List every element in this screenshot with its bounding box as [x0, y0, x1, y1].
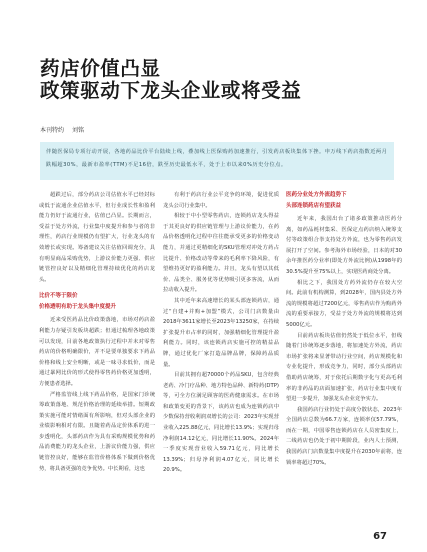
subheading-line: 比价不等于限价	[39, 293, 78, 300]
paragraph: 近年来，我国出台了诸多政策推动医药分离，如药品耗材集采、医保定点药店纳入统筹支付等政策组合拳支持处方外流，也为零售药店发展打开了空间。参考海外市场经验，日本的对30余年推医药分业率(即处方外流比例)从1998年的30.5%提升至75%以上，实现医药商处分离。	[286, 216, 402, 275]
paragraph: 目前药店板块估值仍然处于低位水平，但线随着门诊统筹逐步落地，将加速处方外流，药店市场扩张将来显著带动行业空间，药店规模化和专业化提升，形成竞争力，同时，部分头部药店借助药店统筹，对于依托后期数字化与更高毛利率的非药品的店面加速扩张，药店行业集中度有望进一步提升，加强龙头企业竞争实力。	[286, 332, 402, 403]
subheading-line: 价格透明有助于龙头集中度提升	[39, 303, 117, 310]
paragraph: 我国药店行业仍处于高度分散状态，2023年全国药店总数为66.7万家，连锁率仅57.79%，而在一期，中国零售连锁药店在人员密集度上，二线药店也仍处于初中期阶段，业内人士预测，我国药店门店数量集中度提升在2030年前将，连锁率将超过70%。	[286, 406, 402, 466]
paragraph: 目前其拥有超70000个药品SKU，包含经典老药、冷门疗品种、地方特色品种、新特药(DTP)等，可全方位满足顾客的医药健康需求。在市场和政策变更的背景下，该药店也成为连锁药店中少数保持营收利润双增长的公司：2023年实现营业收入225.88亿元，同比增长13.9%；实现归母净利润14.12亿元，同比增长11.90%。2024年一季度实现营业收入59.71亿元，同比增长13.39%；归母净利润4.07亿元，同比增长20.9%。	[163, 372, 279, 474]
column-1	[39, 190, 155, 525]
page-number: 67	[373, 531, 387, 542]
byline	[40, 125, 84, 134]
title-line-1: 药店价值凸显	[40, 57, 161, 80]
paragraph: 严格监管线上线下药品价格，是国家门诊统筹政策落地、规范价格治理的延续举措。短期政策实施可能对情绪面有所影响，但对头部企业的业绩影响相对有限。且随着药品定价体系的进一步透明化，头部药店作为具有采购规模优势和药品消费能力的龙头企业，上游议价能力强，供应链管控良好，能够在监管价格体系下做到价格优势，将具备更强的竞争优势。中长期看，这也	[39, 391, 155, 472]
title-line-2: 政策驱动下龙头企业或将受益	[40, 79, 302, 102]
paragraph: 超跌过后，部分药店公司估值水平已经封标或低于流通企业估值水平，但行业成长性和盈利能力仍好于流通行业，估值已凸显。长期而言，受益于处方外流，行业集中度提升和参与者的非理性，药店行业规模仍有望扩大，行业龙头的有效增长或实现。筹备建议关注估值回调充分，具有明显商品采购优势，上游议价能力更强、供应链管控良好以及精细化管理持续优化的药店龙头。	[39, 192, 155, 283]
paragraph: 其中近年来高速增长的某头部连锁药店，通过“自建+并购+加盟”模式，公司门店数量由2018年3611家增长至2023年13250家，在持续扩张提升市占率的同时，加强精细化管理提升盈利能力。同时，该连锁药店实施可控的精益品牌，通过优化厂家打造品牌品牌，保障药品质量。	[163, 297, 279, 368]
paragraph: 相较于中小型零售药店，连锁药店龙头得益于其更良好的供应链管理与上游议价能力，在药品价格透明化过程中往往能承受更多的价格变动能力，并通过更精细化的SKU管理对冲处方药占比提升、价格改动等带来的毛利率下降风险，有望维持更好的盈利能力。并且，龙头有望以其低价、品类全、服务优等优势吸引更多客流，从而拉动收入提升。	[163, 213, 279, 294]
column-2	[163, 190, 279, 525]
byline-author-2: 刘铭	[71, 127, 84, 134]
subheading-price-comparison	[39, 291, 155, 312]
subheading-prescription-outflow	[286, 190, 402, 211]
byline-author-1: 本刊特约	[40, 127, 65, 134]
paragraph: 相比之下，我国处方药外流仍存在较大空间。此前有机构测算，到2028年，国内县处方外流的规模将超过7200亿元，零售药店作为购药外流的重要承接方，受益于处方外流的规模将达到5000亿元。	[286, 279, 402, 328]
subheading-line: 医药分业处方外流趋势下	[286, 192, 347, 198]
paragraph: 近来受医药品比价政策落地，市场对药店盈利能力存疑引发板块超跌；但通过梳理各地政策可以发现，目前各地政策执行过程中并未对零售药店的价格明确限价，并不是要单独要求下药品价格和线上安全明晰，或是一味寻求低价，而是通过暴网比价的形式使得零售药价格更加透明，方便患者选择。	[39, 317, 155, 387]
subheading-line: 头部连锁药店有望获益	[286, 202, 342, 209]
column-3	[286, 190, 402, 525]
article-title	[40, 58, 301, 102]
paragraph: 有利于药店行业公平竞争的环境，促进优质龙头公司行业集中。	[163, 192, 279, 209]
lead-summary: 伴随医保局专项行动开展，各地药品比价平台陆续上线，叠加线上医保购药加速推行，引发药店板块集体下挫。申万线下药店指数近两月跌幅超30%，最新市盈率(TTM)不足16倍，跌至历史最低水平，处于上市以来0%历史分位点。	[40, 142, 394, 180]
